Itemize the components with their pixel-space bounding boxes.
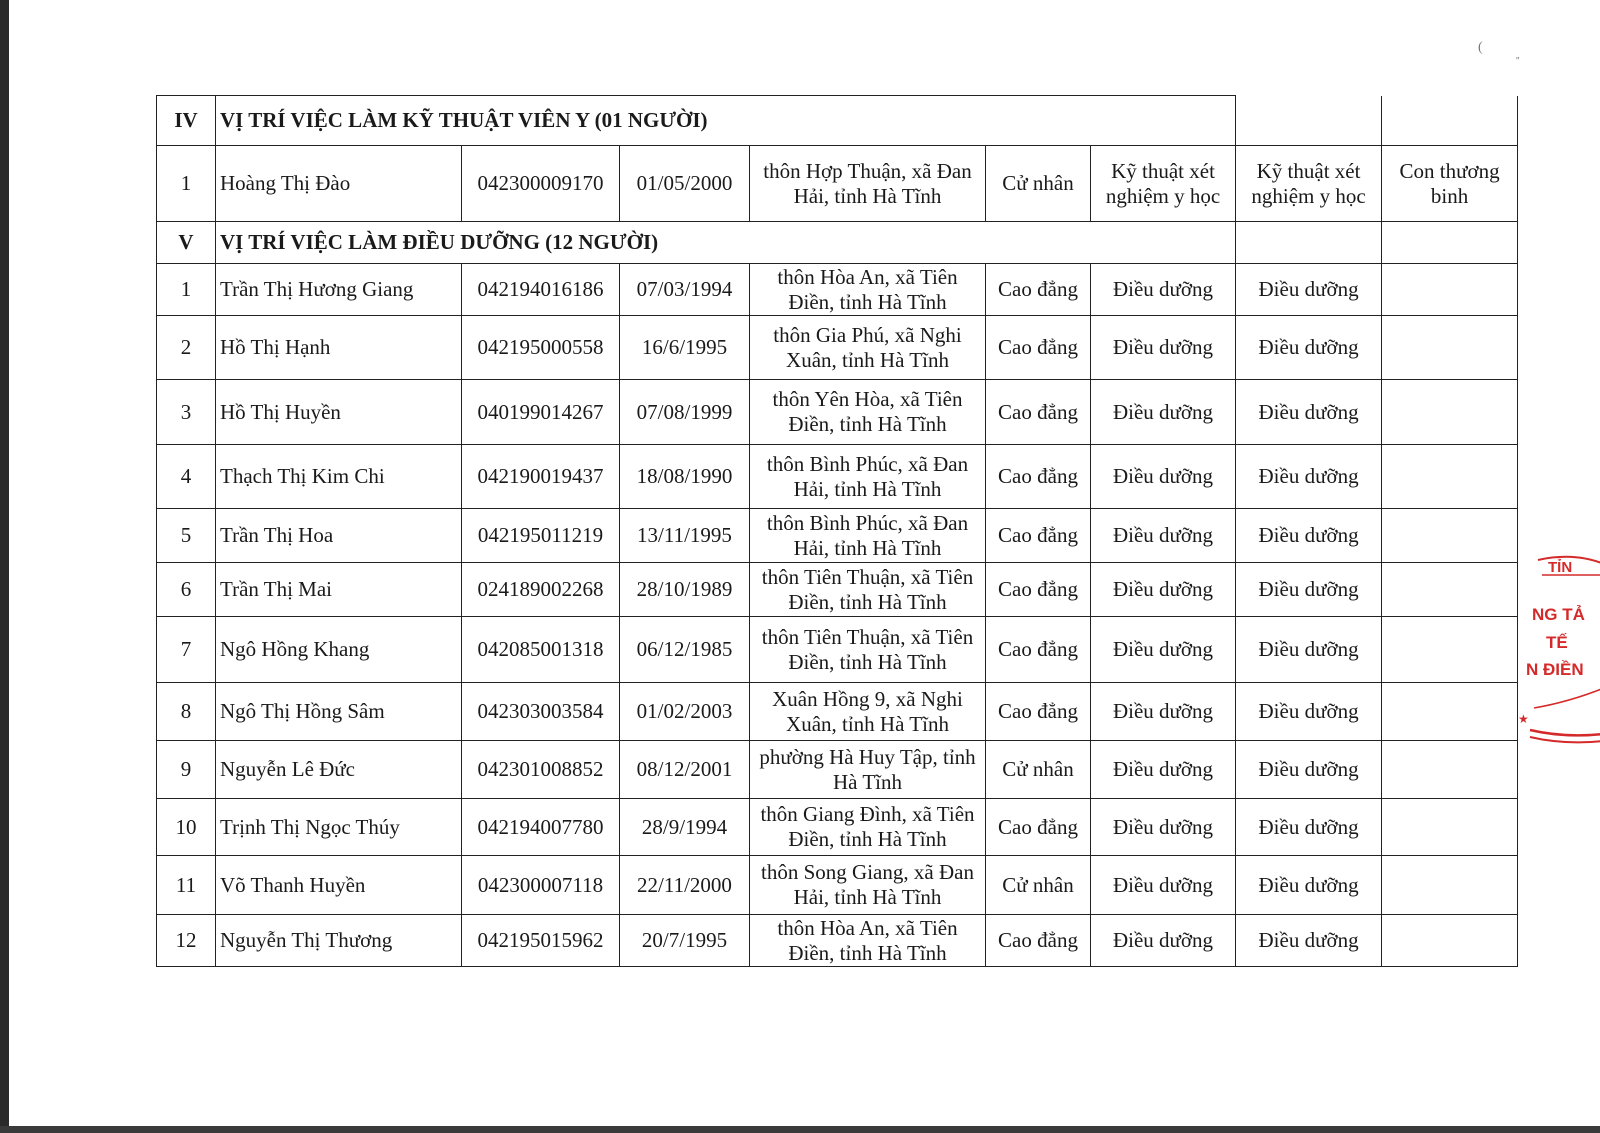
cell-address: thôn Giang Đình, xã Tiên Điền, tỉnh Hà Tĩnh xyxy=(750,799,986,856)
staff-roster-table xyxy=(156,95,1518,967)
cell-address: thôn Tiên Thuận, xã Tiên Điền, tỉnh Hà Tĩnh xyxy=(750,563,986,617)
table-row xyxy=(157,683,1518,741)
cell-note xyxy=(1382,617,1518,683)
cell-name: Trần Thị Mai xyxy=(216,563,462,617)
cell-position: Điều dưỡng xyxy=(1236,915,1382,967)
table-row xyxy=(157,146,1518,222)
seal-text-1: TỈN xyxy=(1548,559,1573,576)
table-row xyxy=(157,856,1518,915)
cell-address: thôn Bình Phúc, xã Đan Hải, tỉnh Hà Tĩnh xyxy=(750,509,986,563)
cell-address: thôn Tiên Thuận, xã Tiên Điền, tỉnh Hà Tĩnh xyxy=(750,617,986,683)
cell-education-level: Cao đẳng xyxy=(986,380,1091,445)
cell-name: Võ Thanh Huyền xyxy=(216,856,462,915)
cell-education-level: Cao đẳng xyxy=(986,445,1091,509)
cell-address: thôn Song Giang, xã Đan Hải, tỉnh Hà Tĩnh xyxy=(750,856,986,915)
cell-id-number: 042085001318 xyxy=(462,617,620,683)
section-numeral: IV xyxy=(157,96,216,146)
cell-position: Điều dưỡng xyxy=(1236,741,1382,799)
cell-address: thôn Hợp Thuận, xã Đan Hải, tỉnh Hà Tĩnh xyxy=(750,146,986,222)
cell-education-level: Cao đẳng xyxy=(986,316,1091,380)
cell-position: Điều dưỡng xyxy=(1236,683,1382,741)
cell-id-number: 042303003584 xyxy=(462,683,620,741)
seal-text-3: TẾ xyxy=(1546,633,1568,652)
cell-education-level: Cao đẳng xyxy=(986,509,1091,563)
empty-cell xyxy=(1236,96,1382,146)
cell-major: Điều dưỡng xyxy=(1091,563,1236,617)
cell-education-level: Cao đẳng xyxy=(986,799,1091,856)
cell-note xyxy=(1382,264,1518,316)
cell-education-level: Cao đẳng xyxy=(986,264,1091,316)
cell-education-level: Cử nhân xyxy=(986,146,1091,222)
table-row xyxy=(157,617,1518,683)
cell-major: Điều dưỡng xyxy=(1091,915,1236,967)
cell-id-number: 042300009170 xyxy=(462,146,620,222)
cell-major: Điều dưỡng xyxy=(1091,445,1236,509)
cell-education-level: Cao đẳng xyxy=(986,563,1091,617)
cell-education-level: Cao đẳng xyxy=(986,683,1091,741)
cell-major: Điều dưỡng xyxy=(1091,683,1236,741)
cell-birth-date: 07/08/1999 xyxy=(620,380,750,445)
cell-major: Điều dưỡng xyxy=(1091,264,1236,316)
cell-address: Xuân Hồng 9, xã Nghi Xuân, tỉnh Hà Tĩnh xyxy=(750,683,986,741)
cell-note xyxy=(1382,915,1518,967)
cell-name: Ngô Hồng Khang xyxy=(216,617,462,683)
cell-education-level: Cử nhân xyxy=(986,741,1091,799)
cell-major: Điều dưỡng xyxy=(1091,799,1236,856)
cell-address: thôn Hòa An, xã Tiên Điền, tỉnh Hà Tĩnh xyxy=(750,264,986,316)
cell-birth-date: 20/7/1995 xyxy=(620,915,750,967)
cell-name: Thạch Thị Kim Chi xyxy=(216,445,462,509)
cell-stt: 6 xyxy=(157,563,216,617)
cell-name: Hoàng Thị Đào xyxy=(216,146,462,222)
cell-birth-date: 06/12/1985 xyxy=(620,617,750,683)
empty-cell xyxy=(1382,96,1518,146)
table-row xyxy=(157,563,1518,617)
cell-major: Kỹ thuật xét nghiệm y học xyxy=(1091,146,1236,222)
cell-position: Kỹ thuật xét nghiệm y học xyxy=(1236,146,1382,222)
cell-note xyxy=(1382,799,1518,856)
cell-stt: 7 xyxy=(157,617,216,683)
cell-birth-date: 01/02/2003 xyxy=(620,683,750,741)
cell-stt: 9 xyxy=(157,741,216,799)
cell-position: Điều dưỡng xyxy=(1236,799,1382,856)
seal-graphic xyxy=(1518,540,1600,760)
roster-body xyxy=(157,96,1518,967)
section-header-row xyxy=(157,96,1518,146)
table-row xyxy=(157,316,1518,380)
cell-id-number: 042195011219 xyxy=(462,509,620,563)
cell-birth-date: 18/08/1990 xyxy=(620,445,750,509)
cell-name: Nguyễn Lê Đức xyxy=(216,741,462,799)
cell-major: Điều dưỡng xyxy=(1091,316,1236,380)
cell-major: Điều dưỡng xyxy=(1091,509,1236,563)
cell-id-number: 042195015962 xyxy=(462,915,620,967)
cell-id-number: 024189002268 xyxy=(462,563,620,617)
cell-id-number: 042195000558 xyxy=(462,316,620,380)
cell-stt: 3 xyxy=(157,380,216,445)
cell-birth-date: 01/05/2000 xyxy=(620,146,750,222)
cell-stt: 1 xyxy=(157,146,216,222)
cell-position: Điều dưỡng xyxy=(1236,617,1382,683)
scan-speck: ( xyxy=(1478,40,1483,55)
cell-major: Điều dưỡng xyxy=(1091,617,1236,683)
cell-note xyxy=(1382,316,1518,380)
cell-id-number: 040199014267 xyxy=(462,380,620,445)
cell-position: Điều dưỡng xyxy=(1236,856,1382,915)
cell-position: Điều dưỡng xyxy=(1236,509,1382,563)
cell-birth-date: 16/6/1995 xyxy=(620,316,750,380)
empty-cell xyxy=(1236,222,1382,264)
cell-note xyxy=(1382,741,1518,799)
cell-major: Điều dưỡng xyxy=(1091,380,1236,445)
cell-name: Trần Thị Hương Giang xyxy=(216,264,462,316)
cell-position: Điều dưỡng xyxy=(1236,445,1382,509)
scan-bottom-edge xyxy=(0,1126,1600,1133)
empty-cell xyxy=(1382,222,1518,264)
cell-note xyxy=(1382,445,1518,509)
table-row xyxy=(157,799,1518,856)
scan-speck: '' xyxy=(1516,56,1520,67)
red-seal-stamp xyxy=(1518,540,1600,760)
cell-position: Điều dưỡng xyxy=(1236,316,1382,380)
cell-education-level: Cử nhân xyxy=(986,856,1091,915)
cell-education-level: Cao đẳng xyxy=(986,617,1091,683)
cell-stt: 10 xyxy=(157,799,216,856)
seal-star: ★ xyxy=(1518,712,1529,726)
cell-education-level: Cao đẳng xyxy=(986,915,1091,967)
cell-major: Điều dưỡng xyxy=(1091,856,1236,915)
section-title: VỊ TRÍ VIỆC LÀM ĐIỀU DƯỠNG (12 NGƯỜI) xyxy=(216,222,1236,264)
cell-note xyxy=(1382,380,1518,445)
section-header-row xyxy=(157,222,1518,264)
cell-id-number: 042194016186 xyxy=(462,264,620,316)
cell-stt: 1 xyxy=(157,264,216,316)
cell-birth-date: 28/9/1994 xyxy=(620,799,750,856)
cell-id-number: 042300007118 xyxy=(462,856,620,915)
cell-address: thôn Yên Hòa, xã Tiên Điền, tỉnh Hà Tĩnh xyxy=(750,380,986,445)
cell-major: Điều dưỡng xyxy=(1091,741,1236,799)
table-row xyxy=(157,915,1518,967)
table-row xyxy=(157,264,1518,316)
seal-text-2: NG TẢ xyxy=(1532,605,1585,624)
table-row xyxy=(157,509,1518,563)
cell-birth-date: 08/12/2001 xyxy=(620,741,750,799)
table-row xyxy=(157,380,1518,445)
cell-stt: 5 xyxy=(157,509,216,563)
cell-name: Hồ Thị Huyền xyxy=(216,380,462,445)
cell-address: phường Hà Huy Tập, tỉnh Hà Tĩnh xyxy=(750,741,986,799)
cell-stt: 4 xyxy=(157,445,216,509)
cell-birth-date: 13/11/1995 xyxy=(620,509,750,563)
cell-stt: 12 xyxy=(157,915,216,967)
cell-name: Nguyễn Thị Thương xyxy=(216,915,462,967)
cell-name: Hồ Thị Hạnh xyxy=(216,316,462,380)
cell-name: Trịnh Thị Ngọc Thúy xyxy=(216,799,462,856)
cell-id-number: 042301008852 xyxy=(462,741,620,799)
cell-position: Điều dưỡng xyxy=(1236,563,1382,617)
cell-note xyxy=(1382,509,1518,563)
cell-birth-date: 07/03/1994 xyxy=(620,264,750,316)
cell-note: Con thương binh xyxy=(1382,146,1518,222)
section-numeral: V xyxy=(157,222,216,264)
cell-stt: 11 xyxy=(157,856,216,915)
cell-birth-date: 28/10/1989 xyxy=(620,563,750,617)
cell-name: Trần Thị Hoa xyxy=(216,509,462,563)
cell-stt: 2 xyxy=(157,316,216,380)
cell-note xyxy=(1382,563,1518,617)
cell-id-number: 042194007780 xyxy=(462,799,620,856)
cell-name: Ngô Thị Hồng Sâm xyxy=(216,683,462,741)
cell-birth-date: 22/11/2000 xyxy=(620,856,750,915)
cell-address: thôn Gia Phú, xã Nghi Xuân, tỉnh Hà Tĩnh xyxy=(750,316,986,380)
cell-note xyxy=(1382,683,1518,741)
scan-left-edge xyxy=(0,0,9,1133)
cell-address: thôn Hòa An, xã Tiên Điền, tỉnh Hà Tĩnh xyxy=(750,915,986,967)
cell-position: Điều dưỡng xyxy=(1236,380,1382,445)
seal-text-4: N ĐIỀN xyxy=(1526,660,1584,679)
table-row xyxy=(157,445,1518,509)
cell-note xyxy=(1382,856,1518,915)
cell-stt: 8 xyxy=(157,683,216,741)
cell-position: Điều dưỡng xyxy=(1236,264,1382,316)
cell-address: thôn Bình Phúc, xã Đan Hải, tỉnh Hà Tĩnh xyxy=(750,445,986,509)
section-title: VỊ TRÍ VIỆC LÀM KỸ THUẬT VIÊN Y (01 NGƯỜI) xyxy=(216,96,1236,146)
table-row xyxy=(157,741,1518,799)
cell-id-number: 042190019437 xyxy=(462,445,620,509)
